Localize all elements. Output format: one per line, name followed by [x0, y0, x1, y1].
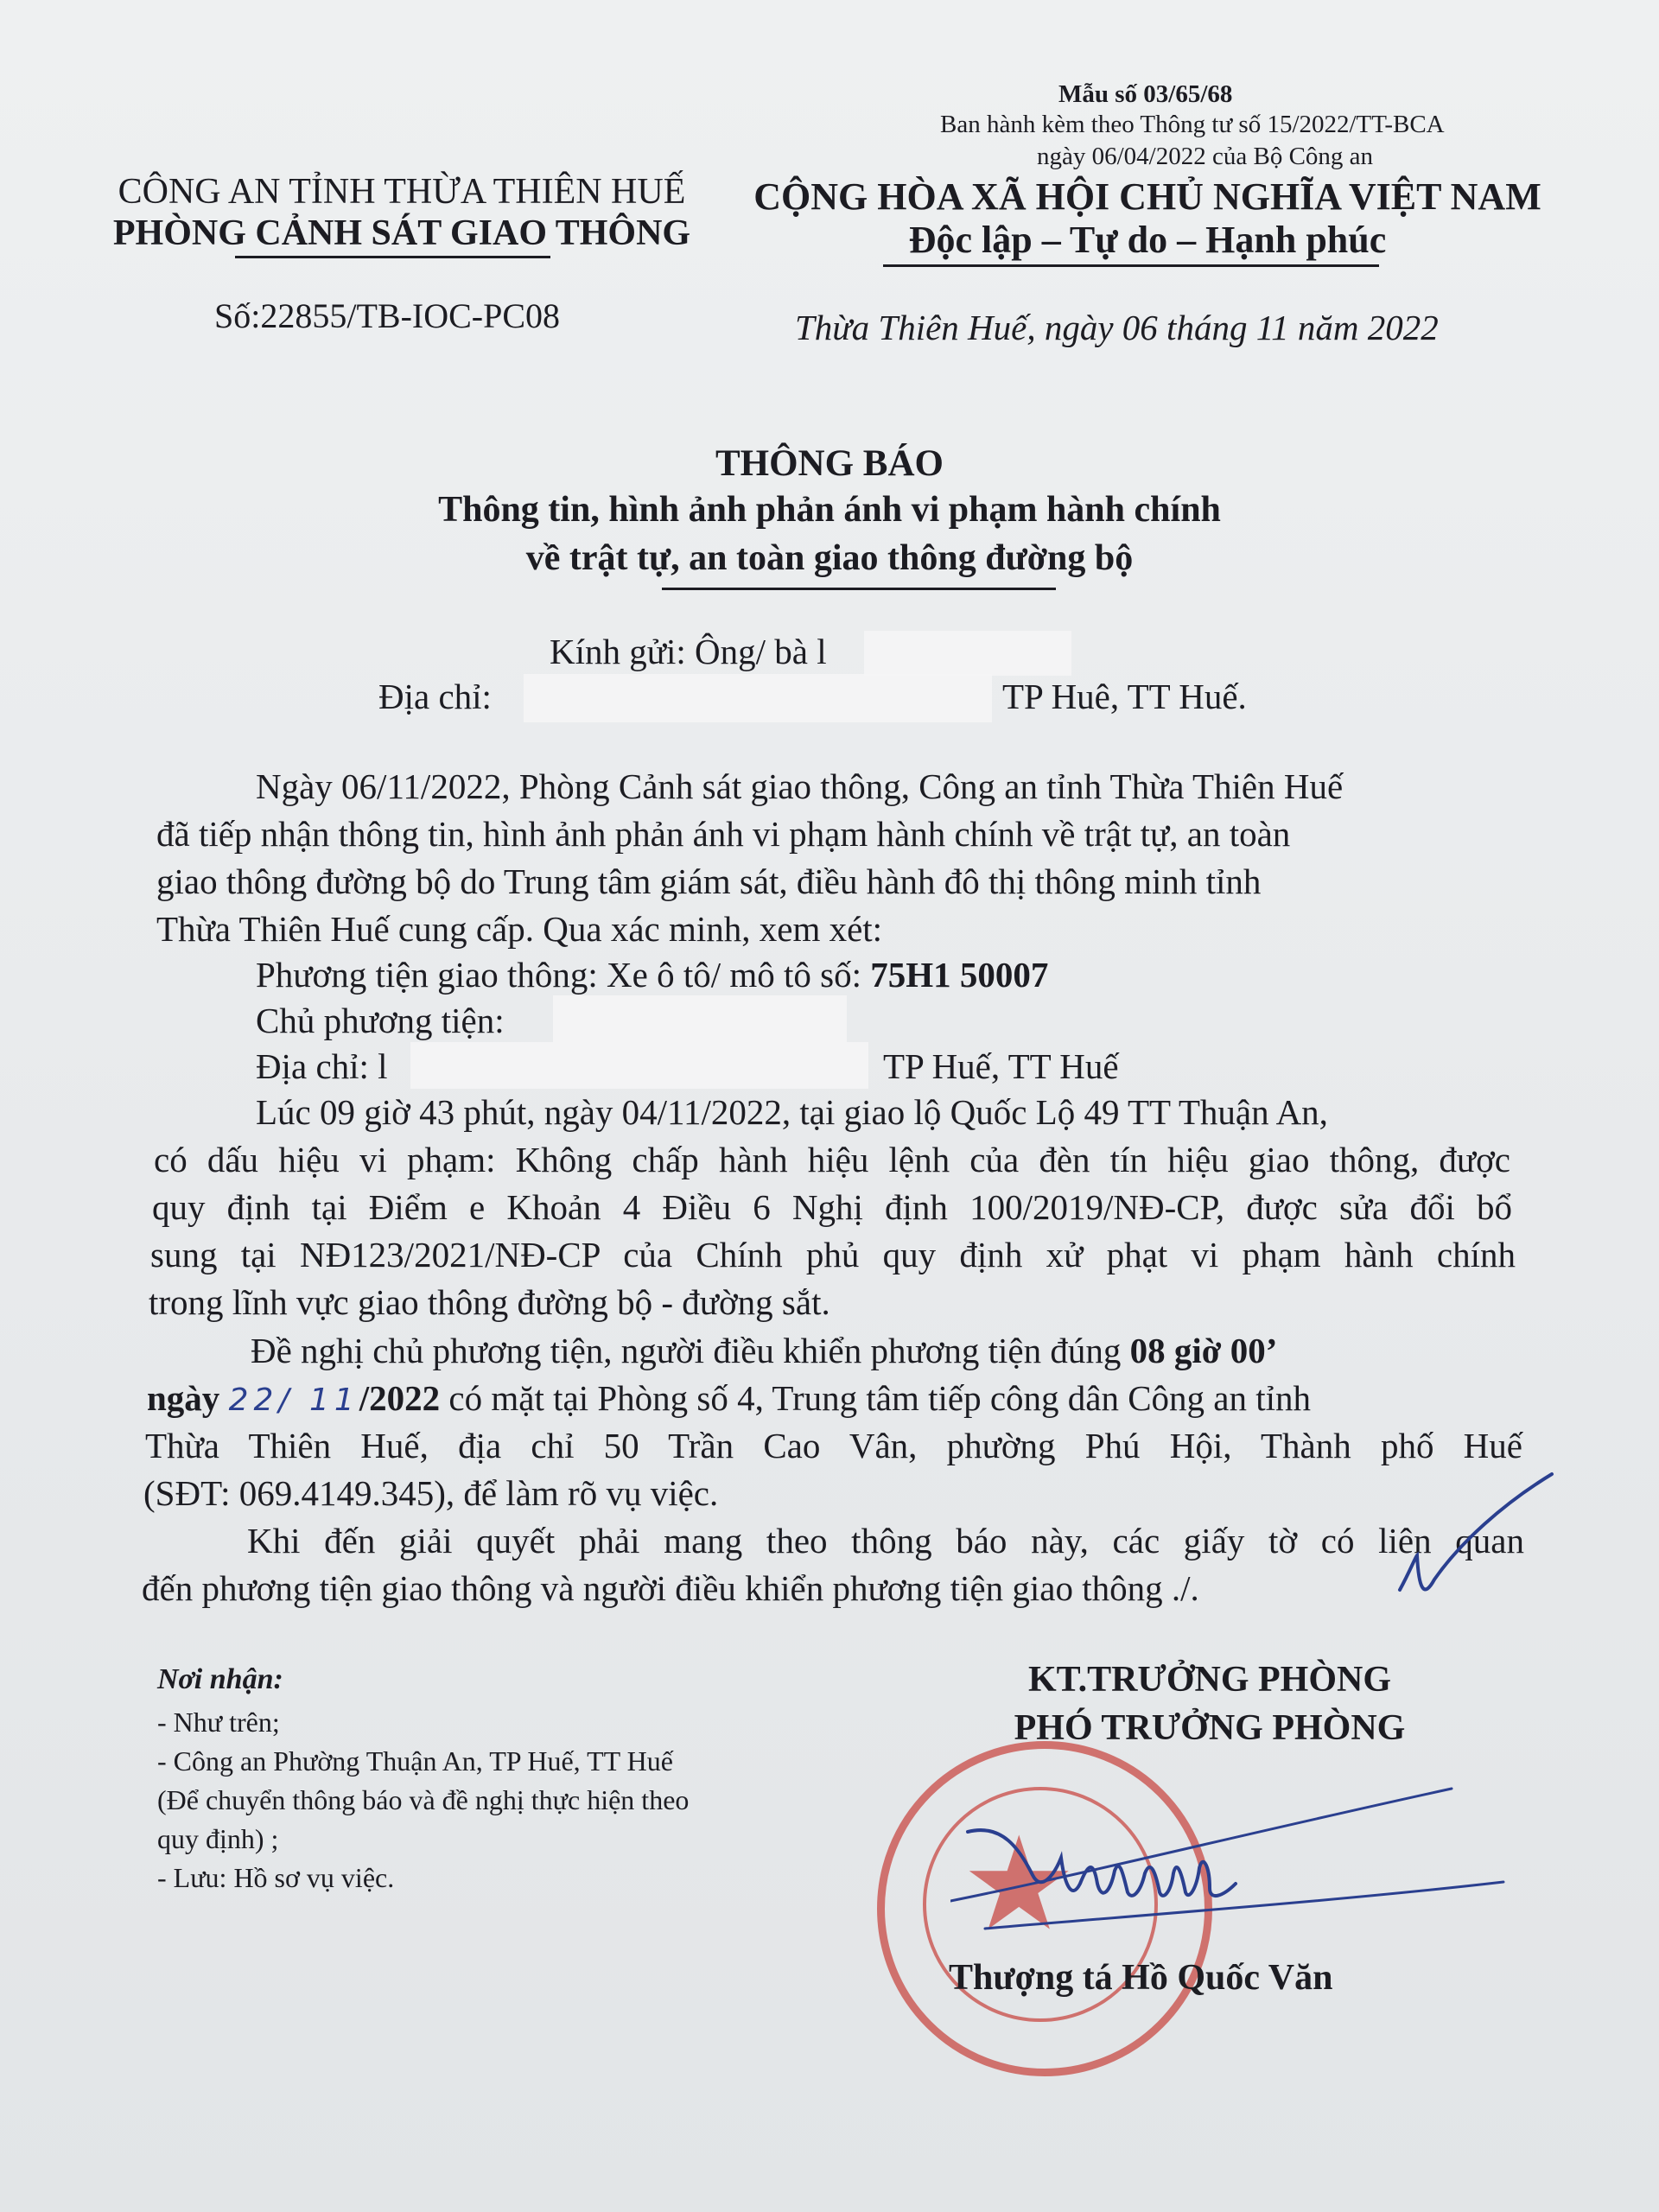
body-line: Thừa Thiên Huế cung cấp. Qua xác minh, xem xét:: [156, 909, 883, 949]
owner-address-city: TP Huế, TT Huế: [883, 1046, 1119, 1086]
body-line: trong lĩnh vực giao thông đường bộ - đường sắt.: [149, 1282, 830, 1322]
signature-role-1: KT.TRƯỞNG PHÒNG: [1028, 1660, 1391, 1700]
handwritten-date: 22/ 11: [228, 1382, 359, 1418]
form-issued-line: Ban hành kèm theo Thông tư số 15/2022/TT-BCA: [940, 111, 1445, 138]
recipient-item: - Công an Phường Thuận An, TP Huế, TT Huế: [157, 1745, 673, 1777]
body-line: sung tại NĐ123/2021/NĐ-CP của Chính phủ quy định xử phạt vi phạm hành chính: [150, 1235, 1516, 1274]
agency-underline: [235, 256, 550, 258]
recipient-address-city: TP Huê, TT Huế.: [1002, 677, 1247, 716]
pen-checkmark-icon: [1331, 1460, 1573, 1616]
body-line: quy định tại Điểm e Khoản 4 Điều 6 Nghị định 100/2019/NĐ-CP, được sửa đổi bổ: [152, 1187, 1512, 1227]
body-line: giao thông đường bộ do Trung tâm giám sát, điều hành đô thị thông minh tỉnh: [156, 861, 1262, 901]
recipients-title: Nơi nhận:: [157, 1663, 283, 1695]
handwritten-signature: [950, 1771, 1538, 1961]
signer-name: Thượng tá Hồ Quốc Văn: [949, 1958, 1333, 1998]
form-issued-date-line: ngày 06/04/2022 của Bộ Công an: [1037, 143, 1374, 170]
recipient-item: - Lưu: Hồ sơ vụ việc.: [157, 1862, 395, 1893]
body-line: (SĐT: 069.4149.345), để làm rõ vụ việc.: [143, 1473, 719, 1513]
body-line: Khi đến giải quyết phải mang theo thông báo này, các giấy tờ có liên quan: [247, 1521, 1524, 1560]
form-number: Mẫu số 03/65/68: [1058, 80, 1233, 108]
appointment-year: /2022: [359, 1378, 441, 1418]
nation-motto: Độc lập – Tự do – Hạnh phúc: [908, 219, 1387, 261]
owner-label: Chủ phương tiện:: [256, 1001, 505, 1040]
appointment-date-line: [147, 1377, 1311, 1419]
recipient-label: Kính gửi: Ông/ bà l: [550, 632, 827, 671]
owner-address-label: Địa chỉ: l: [256, 1046, 388, 1086]
body-line: Ngày 06/11/2022, Phòng Cảnh sát giao thông, Công an tỉnh Thừa Thiên Huế: [256, 766, 1344, 806]
vehicle-plate: 75H1 50007: [870, 955, 1049, 995]
notice-title: THÔNG BÁO: [715, 443, 944, 484]
redacted-recipient-address: [524, 674, 992, 722]
appointment-place: có mặt tại Phòng số 4, Trung tâm tiếp công dân Công an tỉnh: [440, 1378, 1312, 1418]
body-line: Lúc 09 giờ 43 phút, ngày 04/11/2022, tại giao lộ Quốc Lộ 49 TT Thuận An,: [256, 1092, 1328, 1132]
notice-subtitle-2: về trật tự, an toàn giao thông đường bộ: [525, 538, 1134, 578]
body-line: Thừa Thiên Huế, địa chỉ 50 Trần Cao Vân, phường Phú Hội, Thành phố Huế: [145, 1426, 1522, 1465]
recipient-item: - Như trên;: [157, 1707, 280, 1738]
redacted-owner-address: [410, 1042, 868, 1089]
place-date: Thừa Thiên Huế, ngày 06 tháng 11 năm 2022: [795, 308, 1439, 347]
body-line: đến phương tiện giao thông và người điều khiển phương tiện giao thông ./.: [142, 1568, 1199, 1608]
appointment-day-label: ngày: [147, 1378, 220, 1418]
recipient-item: quy định) ;: [157, 1823, 279, 1854]
vehicle-label: Phương tiện giao thông: Xe ô tô/ mô tô số:: [256, 955, 871, 995]
recipient-item: (Để chuyển thông báo và đề nghị thực hiện theo: [157, 1784, 690, 1815]
body-line: đã tiếp nhận thông tin, hình ảnh phản ánh vi phạm hành chính về trật tự, an toàn: [156, 814, 1291, 854]
nation-title: CỘNG HÒA XÃ HỘI CHỦ NGHĨA VIỆT NAM: [753, 175, 1541, 218]
agency-parent: CÔNG AN TỈNH THỪA THIÊN HUẾ: [118, 172, 686, 212]
signature-role-2: PHÓ TRƯỞNG PHÒNG: [1014, 1708, 1406, 1748]
seal-star-icon: ★: [961, 1809, 1077, 1960]
notice-subtitle-1: Thông tin, hình ảnh phản ánh vi phạm hành chính: [438, 490, 1221, 530]
motto-underline: [883, 264, 1379, 267]
title-underline: [662, 588, 1056, 590]
redacted-recipient-name: [864, 631, 1071, 676]
appointment-text: Đề nghị chủ phương tiện, người điều khiển phương tiện đúng: [251, 1331, 1130, 1370]
document-number: Số:22855/TB-IOC-PC08: [214, 296, 561, 335]
vehicle-info: [256, 954, 1048, 995]
recipient-address-label: Địa chỉ:: [378, 677, 492, 716]
body-line: có dấu hiệu vi phạm: Không chấp hành hiệu lệnh của đèn tín hiệu giao thông, được: [154, 1140, 1510, 1179]
agency-name: PHÒNG CẢNH SÁT GIAO THÔNG: [112, 213, 691, 253]
redacted-owner-name: [553, 995, 847, 1042]
appointment-time: 08 giờ 00’: [1129, 1331, 1278, 1370]
appointment-line: [251, 1330, 1277, 1371]
